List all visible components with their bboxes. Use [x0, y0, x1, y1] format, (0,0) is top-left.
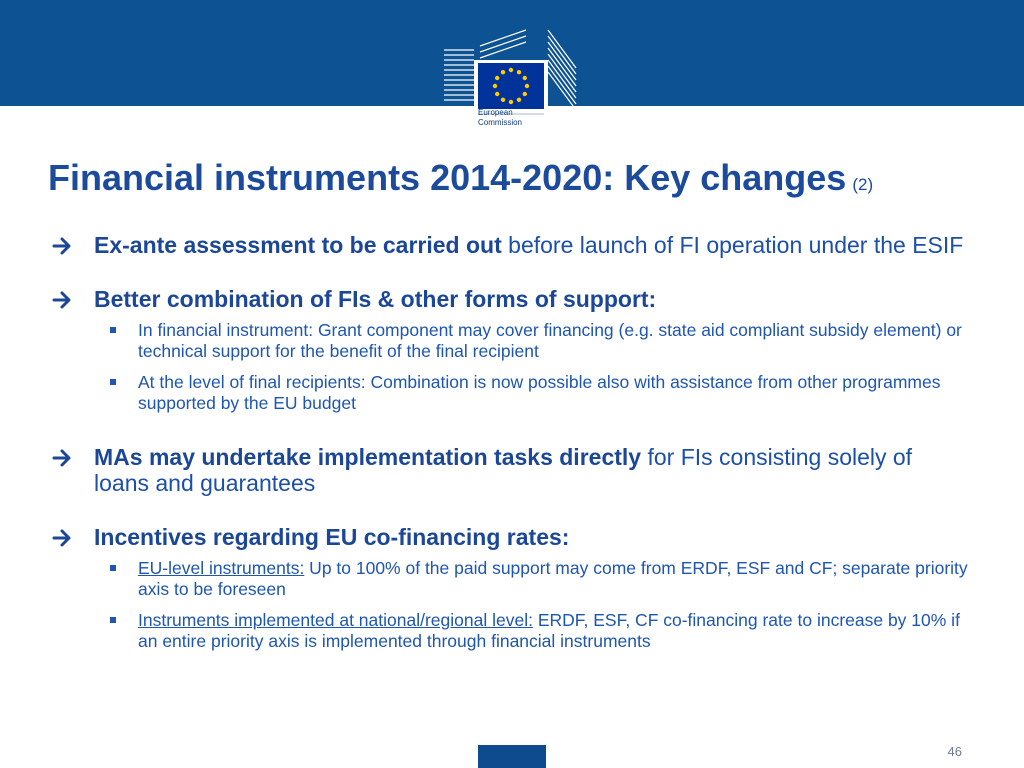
sub-bullet-text: Up to 100% of the paid support may come from ERDF, ESF and CF; separate priority axis to be foreseen — [138, 558, 968, 599]
logo-line-commission: Commission — [478, 118, 523, 127]
square-bullet-icon — [110, 379, 116, 385]
bullet-bold-text: Better combination of FIs & other forms of support: — [94, 286, 657, 312]
footer-flag — [478, 745, 546, 768]
sub-bullet-financial-instrument — [52, 320, 972, 362]
sub-bullet-national-regional — [52, 610, 972, 652]
bullet-combination — [52, 286, 972, 312]
arrow-bullet-icon — [52, 289, 74, 311]
bullet-bold-text: Ex-ante assessment to be carried out — [94, 232, 502, 258]
logo-line-european: European — [478, 108, 513, 117]
slide-title-suffix: (2) — [852, 175, 874, 194]
sub-bullet-text: ERDF, ESF, CF co-financing rate to increase by 10% if an entire priority axis is implemented through financial instruments — [138, 610, 960, 651]
sub-bullet-eu-level — [52, 558, 972, 600]
slide-title-main: Financial instruments 2014-2020: Key changes — [48, 157, 847, 198]
sub-bullet-text: In financial instrument: Grant component may cover financing (e.g. state aid compliant subsidy element) or technical support for the benefit of the final recipient — [138, 320, 962, 361]
sub-bullet-final-recipients — [52, 372, 972, 414]
bullet-incentives — [52, 524, 972, 550]
sub-bullet-underline-text: Instruments implemented at national/regional level: — [138, 610, 533, 630]
square-bullet-icon — [110, 617, 116, 623]
square-bullet-icon — [110, 565, 116, 571]
bullet-bold-text: Incentives regarding EU co-financing rates: — [94, 524, 570, 550]
bullet-ex-ante — [52, 232, 972, 258]
page-number: 46 — [947, 744, 962, 759]
logo-text — [478, 108, 548, 128]
sub-bullet-text: At the level of final recipients: Combination is now possible also with assistance from other programmes supported by the EU budget — [138, 372, 941, 413]
sub-bullet-underline-text: EU-level instruments: — [138, 558, 305, 578]
arrow-bullet-icon — [52, 447, 74, 469]
bullet-rest-text: before launch of FI operation under the ESIF — [501, 232, 964, 258]
slide-content — [52, 232, 972, 652]
arrow-bullet-icon — [52, 527, 74, 549]
bullet-bold-text: MAs may undertake implementation tasks directly — [94, 444, 642, 470]
bullet-rest-text: for FIs consisting solely of loans and guarantees — [94, 444, 913, 496]
arrow-bullet-icon — [52, 235, 74, 257]
bullet-mas-tasks — [52, 444, 972, 496]
slide-title — [48, 157, 1008, 199]
square-bullet-icon — [110, 327, 116, 333]
